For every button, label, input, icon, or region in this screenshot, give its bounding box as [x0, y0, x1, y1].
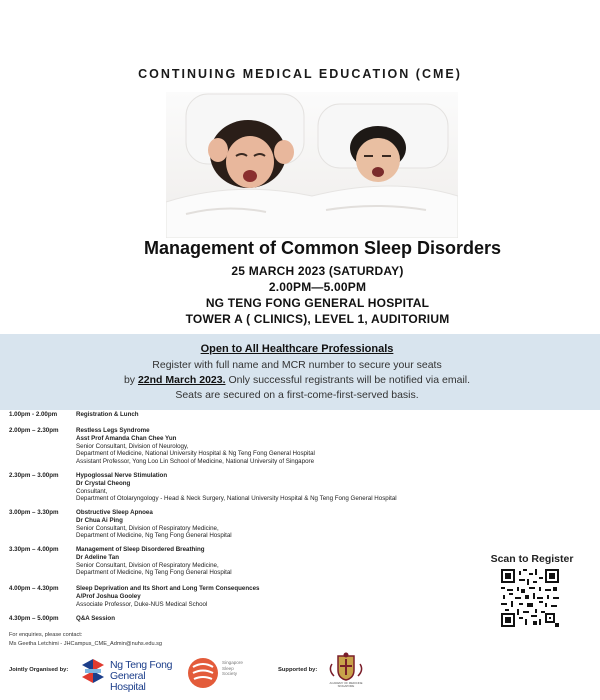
slot-topic: Obstructive Sleep Apnoea — [76, 509, 153, 516]
slot-topic: Restless Legs Syndrome — [76, 427, 150, 434]
sleep-society-line-1: Singapore — [222, 660, 243, 665]
registration-deadline: 22nd March 2023. — [137, 374, 226, 386]
slot-topic: Hypoglossal Nerve Stimulation — [76, 472, 168, 479]
event-title: Management of Common Sleep Disorders — [143, 238, 502, 258]
sleep-society-mark-icon — [187, 655, 221, 691]
slot-speaker: Dr Chua Ai Ping — [76, 516, 123, 524]
registration-panel — [0, 334, 600, 410]
slot-affiliation: Department of Medicine, Ng Teng Fong General Hospital — [76, 532, 232, 540]
slot-speaker: Asst Prof Amanda Chan Chee Yun — [76, 434, 177, 442]
event-time: 2.00PM—5.00PM — [268, 280, 367, 294]
slot-time: 4.00pm – 4.30pm — [9, 585, 59, 592]
open-to-all-heading: Open to All Healthcare Professionals — [200, 343, 394, 355]
slot-speaker: Dr Crystal Cheong — [76, 479, 131, 487]
registration-line-2 — [0, 374, 594, 386]
registration-line-1: Register with full name and MCR number to secure your seats — [152, 359, 442, 371]
slot-time: 3.00pm – 3.30pm — [9, 509, 59, 516]
slot-time: 2.30pm – 3.00pm — [9, 472, 59, 479]
slot-affiliation: Department of Medicine, Ng Teng Fong General Hospital — [76, 569, 232, 577]
slot-affiliation: Senior Consultant, Division of Respiratory Medicine, — [76, 561, 219, 569]
registration-suffix: Only successful registrants will be notified via email. — [228, 374, 471, 386]
slot-affiliation: Consultant, — [76, 487, 108, 495]
slot-topic: Q&A Session — [76, 615, 115, 622]
event-location: TOWER A ( CLINICS), LEVEL 1, AUDITORIUM — [185, 312, 450, 326]
ntfgh-name-line-1: Ng Teng Fong — [110, 659, 173, 671]
supported-by-label: Supported by: — [278, 667, 318, 673]
qr-register-block — [484, 553, 580, 565]
slot-topic: Sleep Deprivation and Its Short and Long Term Consequences — [76, 585, 260, 592]
slot-affiliation: Senior Consultant, Division of Neurology, — [76, 442, 189, 450]
ntfgh-name-line-2: General Hospital — [110, 670, 146, 693]
sleep-society-line-2: Sleep — [222, 665, 234, 671]
event-venue: NG TENG FONG GENERAL HOSPITAL — [205, 296, 430, 310]
slot-affiliation: Assistant Professor, Yong Loo Lin School of Medicine, National University of Singapore — [76, 458, 315, 466]
crest-line-2: SINGAPORE — [337, 684, 355, 689]
academy-crest-logo — [324, 652, 368, 694]
registration-line-3: Seats are secured on a first-come-first-served basis. — [175, 389, 419, 401]
slot-affiliation: Senior Consultant, Division of Respiratory Medicine, — [76, 524, 219, 532]
slot-topic: Management of Sleep Disordered Breathing — [76, 546, 205, 553]
slot-time: 2.00pm – 2.30pm — [9, 427, 59, 434]
qr-label: Scan to Register — [490, 553, 574, 565]
slot-affiliation: Department of Medicine, National University Hospital & Ng Teng Fong General Hospital — [76, 450, 315, 458]
slot-time: 4.30pm – 5.00pm — [9, 615, 59, 622]
enquiry-contact: Ms Geetha Letchimi - JHCampus_CME_Admin@nuhs.edu.sg — [9, 641, 163, 647]
ntfgh-logo — [80, 657, 180, 693]
jointly-organised-label: Jointly Organised by: — [9, 667, 69, 673]
slot-speaker: A/Prof Joshua Gooley — [76, 592, 141, 600]
event-date: 25 MARCH 2023 (SATURDAY) — [231, 264, 404, 278]
enquiry-label: For enquiries, please contact: — [9, 632, 83, 638]
hero-image-couple-sleeping — [166, 92, 458, 238]
sleep-society-logo — [187, 655, 249, 691]
qr-code-icon[interactable] — [501, 569, 559, 627]
registration-prefix: by — [123, 374, 136, 386]
slot-affiliation: Department of Otolaryngology - Head & Neck Surgery, National University Hospital & Ng Teng Fong General Hospital — [76, 495, 397, 503]
crest-icon — [324, 652, 368, 682]
sleep-society-line-3: Society — [222, 671, 238, 677]
slot-speaker: Dr Adeline Tan — [76, 553, 119, 561]
slot-affiliation: Associate Professor, Duke-NUS Medical School — [76, 600, 208, 608]
crest-line-1: ACADEMY OF MEDICINE — [329, 681, 363, 685]
slot-time: 3.30pm – 4.00pm — [9, 546, 59, 553]
slot-time: 1.00pm - 2.00pm — [9, 411, 58, 418]
cme-heading: CONTINUING MEDICAL EDUCATION (CME) — [138, 67, 462, 81]
ntfgh-mark-icon — [80, 657, 106, 685]
slot-topic: Registration & Lunch — [76, 411, 139, 418]
